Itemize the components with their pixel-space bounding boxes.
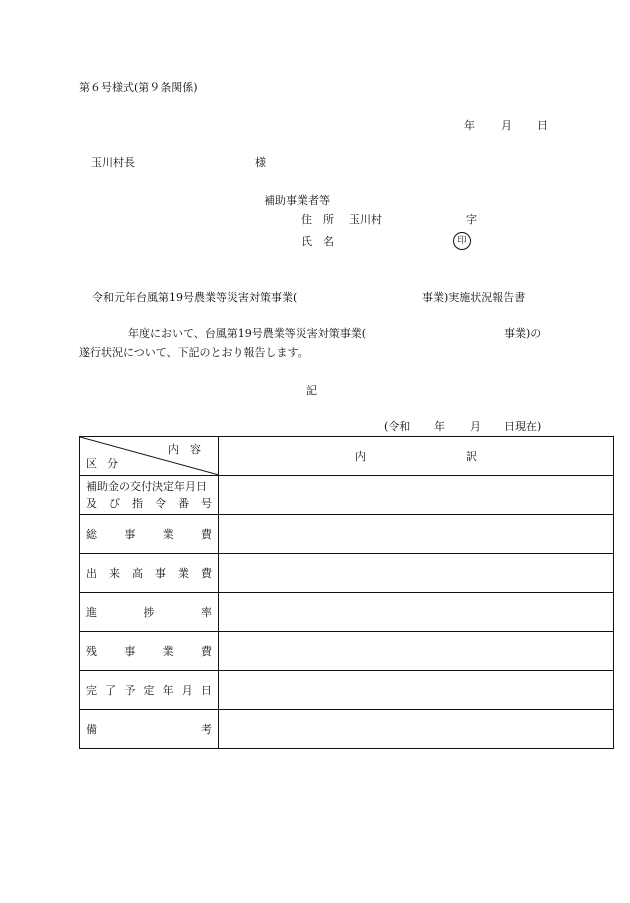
seal-mark: 印: [453, 232, 471, 250]
row-label-remaining-cost: 残 事 業 費: [80, 632, 219, 671]
table-row: [80, 671, 614, 710]
row-value-completion-date[interactable]: [219, 671, 614, 710]
as-of-year: 年: [434, 420, 445, 433]
header-uchi: 内: [355, 449, 366, 463]
row-label-grant-decision: [80, 476, 219, 515]
row-label-line2: 及 び 指 令 番 号: [86, 497, 212, 510]
body-line1-part2: 事業)の: [504, 327, 542, 340]
aza-label: 字: [466, 213, 477, 226]
body-line2: 遂行状況について、下記のとおり報告します。: [79, 346, 309, 359]
row-label-total-cost: 総 事 業 費: [80, 515, 219, 554]
row-label-remarks: 備 考: [80, 710, 219, 749]
report-title-part2: 事業)実施状況報告書: [422, 291, 526, 304]
table-row: [80, 515, 614, 554]
applicant-label: 補助事業者等: [264, 194, 330, 207]
report-title-part1: 令和元年台風第19号農業等災害対策事業(: [92, 291, 298, 304]
row-label-completion-date: 完 了 予 定 年 月 日: [80, 671, 219, 710]
header-uchiwake: [219, 437, 614, 476]
name-label: 氏 名: [301, 235, 334, 248]
addressee-honorific: 様: [255, 156, 266, 169]
as-of-close: 日現在): [504, 420, 542, 433]
addressee-name: 玉川村長: [91, 156, 135, 169]
table-row: [80, 476, 614, 515]
address-label: 住 所: [301, 213, 334, 226]
address-value: 玉川村: [349, 213, 382, 226]
row-value-completed-cost[interactable]: [219, 554, 614, 593]
header-wake: 訳: [466, 449, 477, 463]
table-row: [80, 593, 614, 632]
row-label-completed-cost: 出 来 高 事 業 費: [80, 554, 219, 593]
table-row: [80, 710, 614, 749]
report-table: [79, 436, 614, 749]
header-kubun: 区分: [86, 457, 128, 470]
as-of-month: 月: [470, 420, 481, 433]
body-line1-part1: 年度において、台風第19号農業等災害対策事業(: [128, 327, 367, 340]
row-value-progress-rate[interactable]: [219, 593, 614, 632]
ki-heading: 記: [306, 384, 317, 397]
form-number: 第６号様式(第９条関係): [79, 81, 198, 94]
row-value-remarks[interactable]: [219, 710, 614, 749]
date-year: 年: [464, 119, 475, 132]
row-label-progress-rate: 進 捗 率: [80, 593, 219, 632]
row-label-line1: 補助金の交付決定年月日: [86, 480, 207, 493]
header-naiyo: 内容: [168, 443, 212, 456]
date-month: 月: [501, 119, 512, 132]
table-row: [80, 554, 614, 593]
row-value-grant-decision[interactable]: [219, 476, 614, 515]
table-header-row: [80, 437, 614, 476]
date-day: 日: [537, 119, 548, 132]
row-value-remaining-cost[interactable]: [219, 632, 614, 671]
as-of-open: (令和: [384, 420, 411, 433]
row-value-total-cost[interactable]: [219, 515, 614, 554]
header-diagonal-cell: [80, 437, 219, 476]
date-line: [464, 120, 548, 131]
as-of-date: [384, 421, 541, 432]
table-row: [80, 632, 614, 671]
